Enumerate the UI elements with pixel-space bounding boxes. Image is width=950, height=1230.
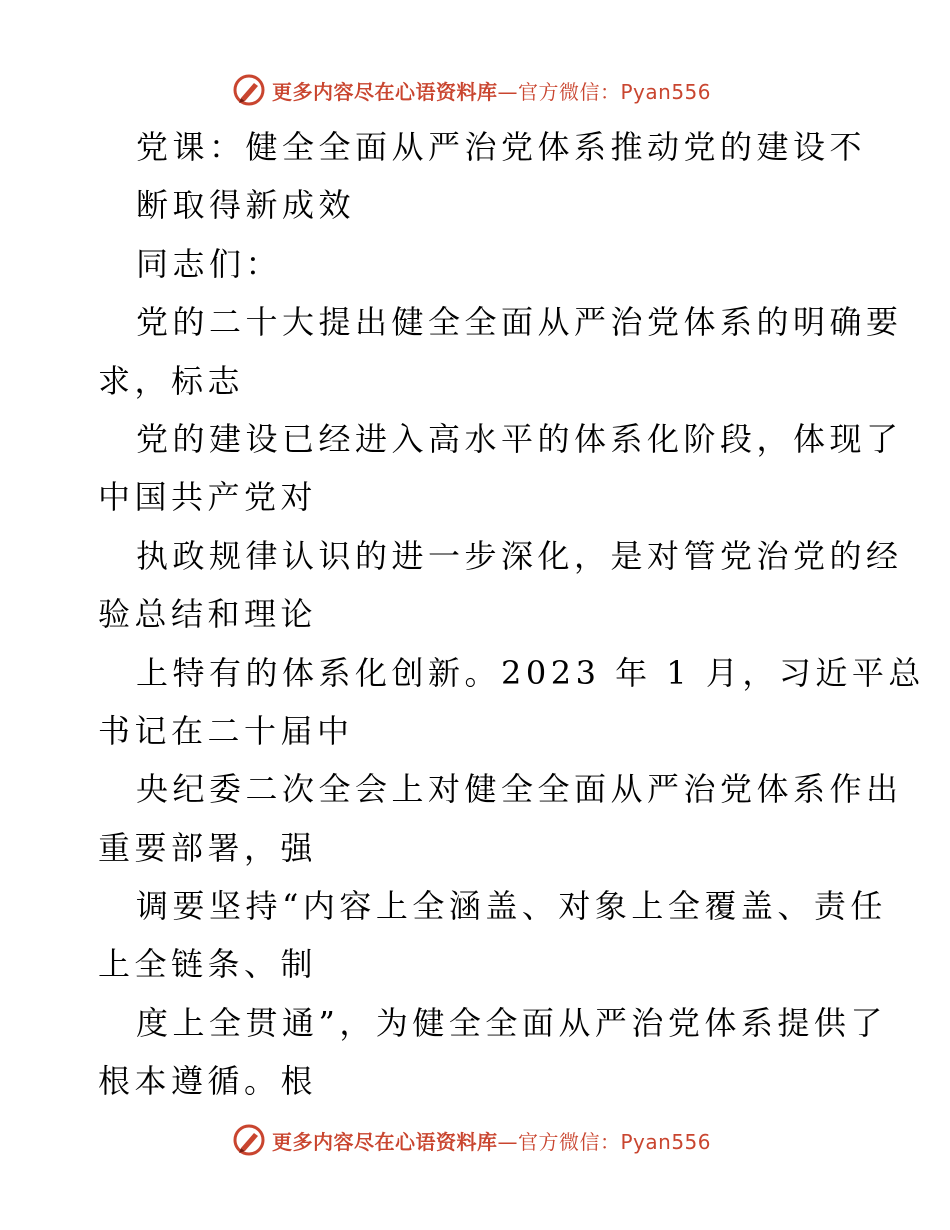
paragraph-line: 度上全贯通”，为健全全面从严治党体系提供了 <box>136 1003 887 1042</box>
pen-logo-icon <box>232 73 266 107</box>
watermark-wechat-id: Pyan556 <box>620 79 712 104</box>
watermark-text <box>272 1126 711 1155</box>
watermark-wechat-label: 官方微信： <box>518 79 621 104</box>
paragraph-line: 验总结和理论 <box>98 595 318 634</box>
watermark-wechat-id: Pyan556 <box>620 1129 712 1154</box>
watermark-separator: — <box>497 1129 518 1154</box>
paragraph-line: 执政规律认识的进一步深化，是对管党治党的经 <box>136 536 903 575</box>
paragraph-line: 中国共产党对 <box>98 478 318 517</box>
watermark-separator: — <box>497 79 518 104</box>
paragraph-line: 重要部署，强 <box>98 828 318 867</box>
paragraph-line: 上特有的体系化创新。2023 年 1 月，习近平总 <box>136 653 925 692</box>
paragraph-line: 根本遵循。根 <box>98 1062 318 1101</box>
paragraph-line: 书记在二十届中 <box>98 711 354 750</box>
paragraph-line: 求，标志 <box>98 361 245 400</box>
salutation: 同志们： <box>136 244 283 283</box>
title-line-2: 断取得新成效 <box>136 186 356 225</box>
watermark-brand: 更多内容尽在心语资料库 <box>272 79 498 104</box>
title-line-1: 党课：健全全面从严治党体系推动党的建设不 <box>136 128 867 166</box>
paragraph-line: 央纪委二次全会上对健全全面从严治党体系作出 <box>136 770 903 809</box>
paragraph-line: 党的二十大提出健全全面从严治党体系的明确要 <box>136 303 903 342</box>
paragraph-line: 上全链条、制 <box>98 945 318 984</box>
document-body <box>98 118 925 1111</box>
footer-watermark <box>232 1120 752 1160</box>
pen-logo-icon <box>232 1123 266 1157</box>
watermark-brand: 更多内容尽在心语资料库 <box>272 1129 498 1154</box>
paragraph-line: 调要坚持“内容上全涵盖、对象上全覆盖、责任 <box>136 887 887 926</box>
header-watermark <box>232 70 752 110</box>
watermark-text <box>272 76 711 105</box>
paragraph-line: 党的建设已经进入高水平的体系化阶段，体现了 <box>136 419 903 458</box>
watermark-wechat-label: 官方微信： <box>518 1129 621 1154</box>
